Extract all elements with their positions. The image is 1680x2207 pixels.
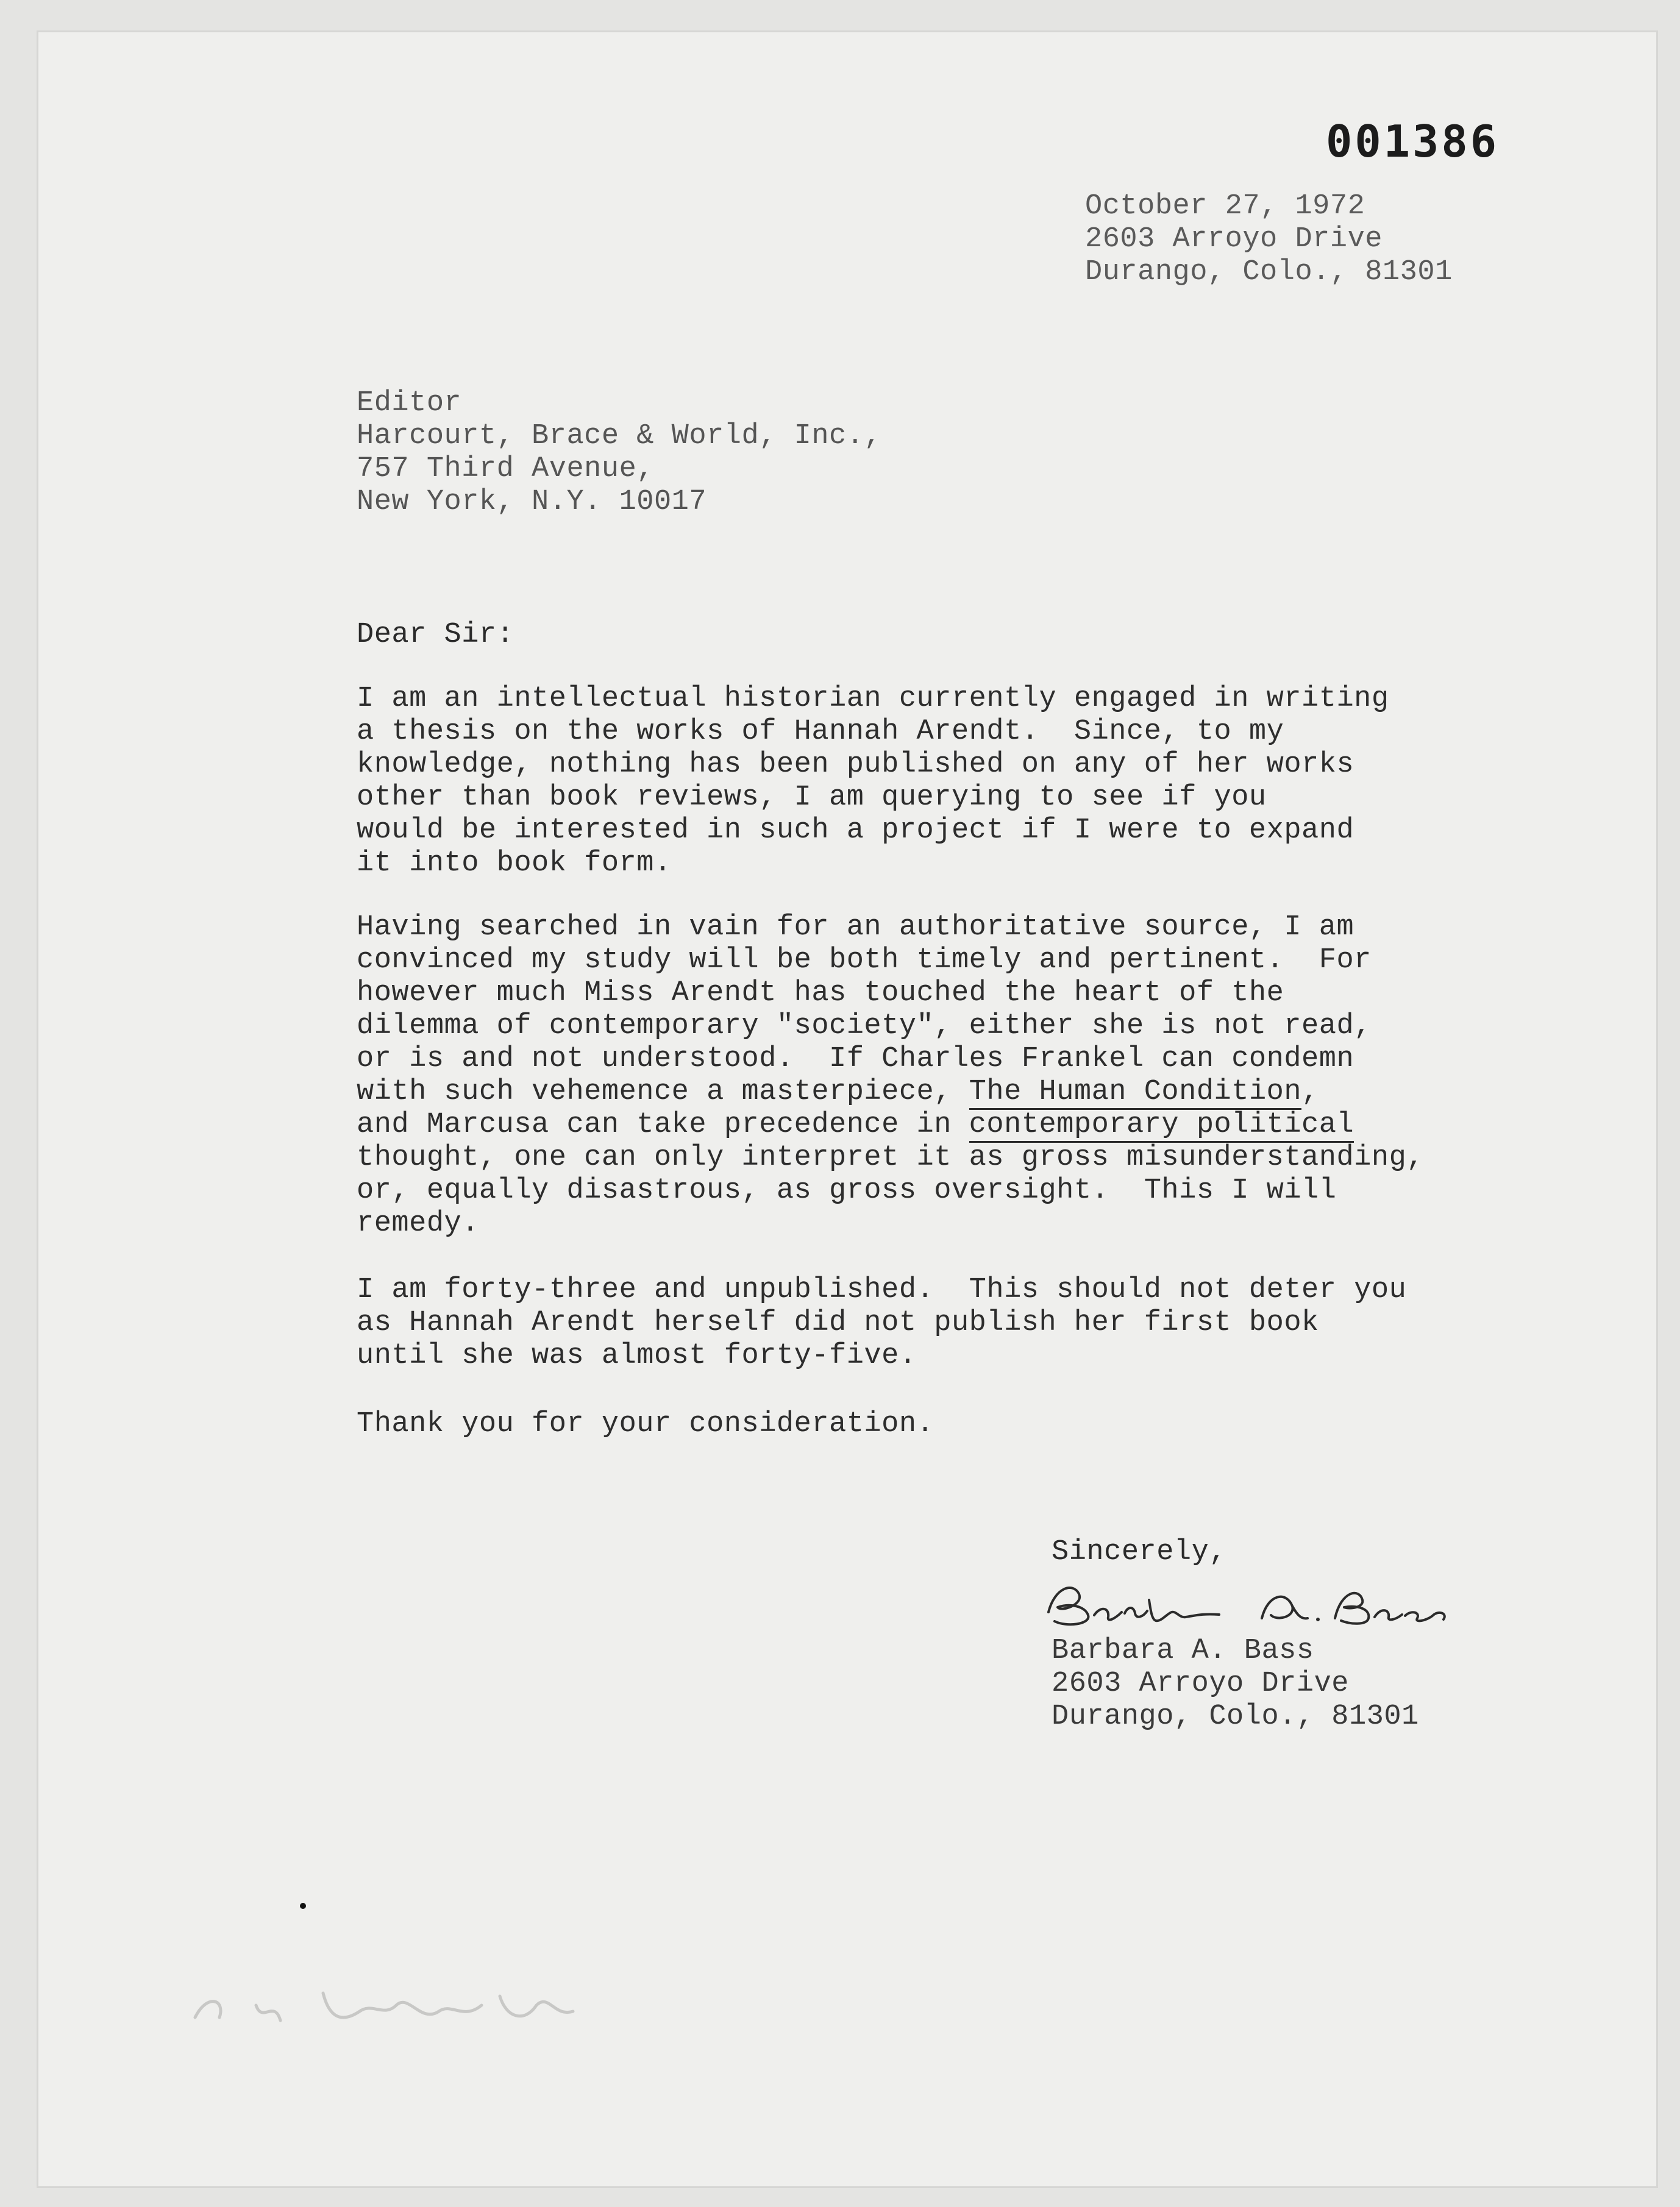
line-text: with such vehemence a masterpiece, [357,1076,969,1108]
recipient-line: New York, N.Y. 10017 [357,486,707,518]
paragraph-line [357,1109,1424,1142]
letter-date: October 27, 1972 [1085,190,1365,222]
sender-city: Durango, Colo., 81301 [1085,256,1453,288]
signer-name: Barbara A. Bass [1052,1635,1314,1667]
line-text: and Marcusa can take precedence in [357,1109,969,1141]
handwritten-signature [1036,1569,1451,1637]
signer-city: Durango, Colo., 81301 [1052,1701,1419,1733]
paragraph-4: Thank you for your consideration. [357,1408,934,1440]
paragraph-line: convinced my study will be both timely and pertinent. For [357,944,1372,976]
paragraph-3 [357,1274,1406,1373]
signer-block [1052,1635,1419,1733]
recipient-line: Harcourt, Brace & World, Inc., [357,420,882,452]
paragraph-line: knowledge, nothing has been published on any of her works [357,748,1354,781]
faint-pencil-marks [183,1969,622,2036]
paragraph-line: or, equally disastrous, as gross oversight. This I will [357,1175,1337,1207]
paragraph-line: or is and not understood. If Charles Frankel can condemn [357,1043,1354,1075]
paragraph-line: I am an intellectual historian currently engaged in writing [357,683,1389,715]
paragraph-line: would be interested in such a project if I were to expand [357,814,1354,847]
recipient-line: Editor [357,387,462,419]
letter-page [37,30,1658,2188]
line-text: , [1301,1076,1319,1108]
paragraph-line: it into book form. [357,847,672,880]
paragraph-line: dilemma of contemporary "society", either she is not read, [357,1010,1372,1042]
sender-header [1085,190,1453,289]
book-title-underlined: The Human Condition [969,1076,1301,1110]
signer-street: 2603 Arroyo Drive [1052,1668,1349,1700]
document-number: 001386 [1326,116,1500,167]
paragraph-line: a thesis on the works of Hannah Arendt. Since, to my [357,716,1284,748]
sender-street: 2603 Arroyo Drive [1085,223,1383,255]
recipient-address [357,387,881,519]
paragraph-line: other than book reviews, I am querying to see if you [357,781,1267,814]
paragraph-1 [357,683,1389,880]
paragraph-line: remedy. [357,1207,479,1240]
paragraph-2 [357,911,1424,1240]
paragraph-line: however much Miss Arendt has touched the heart of the [357,977,1284,1009]
paragraph-line: until she was almost forty-five. [357,1340,917,1372]
recipient-line: 757 Third Avenue, [357,453,654,485]
paragraph-line [357,1076,1424,1109]
underlined-phrase: contemporary political [969,1109,1354,1143]
ink-spot [300,1903,306,1909]
closing: Sincerely, [1052,1536,1227,1568]
paragraph-line: thought, one can only interpret it as gross misunderstanding, [357,1142,1424,1174]
paragraph-line: as Hannah Arendt herself did not publish her first book [357,1307,1319,1339]
paragraph-line: I am forty-three and unpublished. This should not deter you [357,1274,1407,1306]
paragraph-line: Having searched in vain for an authoritative source, I am [357,911,1354,944]
salutation: Dear Sir: [357,619,514,651]
